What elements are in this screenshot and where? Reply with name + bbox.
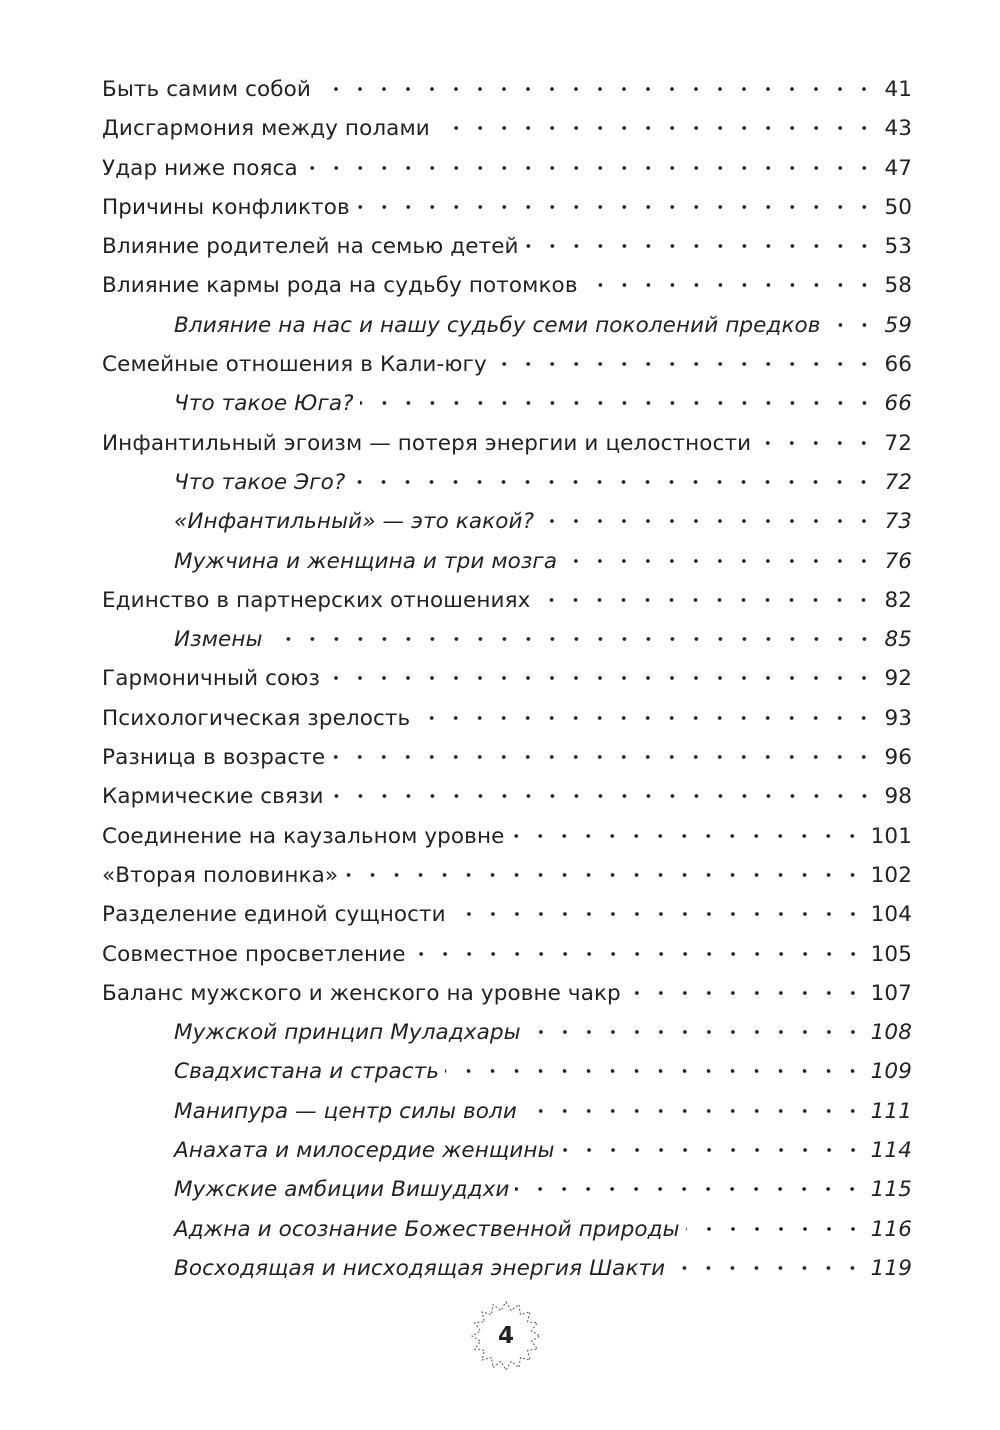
toc-entry — [102, 227, 912, 266]
toc-entry-page: 58 — [884, 273, 912, 299]
toc-entry-title: Удар ниже пояса — [102, 155, 298, 181]
toc-entry-title: «Инфантильный» — это какой? — [174, 509, 535, 535]
toc-entry-title: Мужской принцип Муладхары — [174, 1020, 521, 1046]
toc-entry-page: 115 — [870, 1177, 912, 1203]
toc-entry-page: 107 — [870, 980, 912, 1006]
dot-leader — [416, 701, 876, 725]
dot-leader — [510, 819, 864, 843]
toc-entry-page: 82 — [884, 587, 912, 613]
toc-entry-title: Инфантильный эгоизм — потеря энергии и целостности — [102, 430, 752, 456]
dot-leader — [412, 937, 865, 961]
toc-entry — [102, 345, 912, 384]
toc-entry — [102, 895, 912, 934]
dot-leader — [563, 544, 876, 568]
toc-entry-title: Манипура — центр силы воли — [174, 1098, 517, 1124]
toc-entry-title: Мужчина и женщина и три мозга — [174, 548, 558, 574]
dot-leader — [344, 858, 865, 882]
toc-entry-title: Единство в партнерских отношениях — [102, 587, 531, 613]
toc-entry-page: 76 — [884, 548, 912, 574]
toc-entry-title: Свадхистана и страсть — [174, 1059, 440, 1085]
dot-leader — [757, 426, 876, 450]
toc-subentry — [102, 1210, 912, 1249]
toc-entry-page: 50 — [884, 194, 912, 220]
dot-leader — [540, 505, 876, 529]
table-of-contents — [102, 70, 912, 1288]
toc-entry — [102, 699, 912, 738]
toc-entry — [102, 70, 912, 109]
toc-entry-page: 104 — [870, 902, 912, 928]
toc-subentry — [102, 1249, 912, 1288]
dot-leader — [317, 72, 876, 96]
toc-subentry — [102, 620, 912, 659]
dot-leader — [527, 1015, 865, 1039]
toc-entry-title: Причины конфликтов — [102, 194, 350, 220]
toc-entry-page: 108 — [870, 1020, 912, 1046]
dot-leader — [525, 230, 876, 254]
toc-entry-title: Совместное просветление — [102, 941, 406, 967]
toc-subentry — [102, 1092, 912, 1131]
toc-entry-title: Влияние родителей на семью детей — [102, 234, 519, 260]
toc-entry-title: Аджна и осознание Божественной природы — [174, 1216, 680, 1242]
toc-subentry — [102, 1052, 912, 1091]
dot-leader — [561, 1133, 865, 1157]
toc-subentry — [102, 1131, 912, 1170]
toc-entry-title: «Вторая половинка» — [102, 862, 339, 888]
toc-entry-page: 53 — [884, 234, 912, 260]
dot-leader — [436, 112, 876, 136]
toc-entry-title: Что такое Юга? — [174, 391, 354, 417]
dot-leader — [304, 151, 876, 175]
toc-entry-page: 43 — [884, 116, 912, 142]
dot-leader — [326, 662, 876, 686]
dot-leader — [493, 347, 876, 371]
dot-leader — [351, 465, 876, 489]
toc-entry — [102, 817, 912, 856]
toc-entry-page: 72 — [884, 430, 912, 456]
toc-entry — [102, 856, 912, 895]
toc-entry — [102, 266, 912, 305]
toc-entry-title: Быть самим собой — [102, 77, 311, 102]
toc-entry-page: 66 — [884, 391, 912, 417]
toc-entry-title: Гармоничный союз — [102, 666, 320, 692]
toc-entry-title: Измены — [174, 627, 263, 653]
toc-subentry — [102, 306, 912, 345]
toc-entry-page: 114 — [870, 1138, 912, 1164]
toc-entry-page: 73 — [884, 509, 912, 535]
toc-entry-page: 72 — [884, 469, 912, 495]
toc-entry-title: Мужские амбиции Вишуддхи — [174, 1177, 510, 1203]
page-number-badge — [470, 1300, 542, 1372]
page-number: 4 — [497, 1323, 514, 1349]
toc-entry-page: 66 — [884, 352, 912, 378]
dot-leader — [269, 623, 876, 647]
toc-subentry — [102, 502, 912, 541]
toc-entry-page: 96 — [884, 745, 912, 771]
toc-entry — [102, 738, 912, 777]
toc-entry-page: 41 — [884, 77, 912, 102]
toc-entry-title: Семейные отношения в Кали-югу — [102, 352, 487, 378]
toc-entry-title: Влияние на нас и нашу судьбу семи поколений предков — [174, 312, 821, 338]
toc-subentry — [102, 1170, 912, 1209]
toc-entry-title: Анахата и милосердие женщины — [174, 1138, 555, 1164]
toc-entry — [102, 149, 912, 188]
toc-entry-title: Восходящая и нисходящая энергия Шакти — [174, 1255, 666, 1281]
toc-entry-page: 85 — [884, 627, 912, 653]
toc-entry-page: 92 — [884, 666, 912, 692]
toc-entry-page: 102 — [870, 862, 912, 888]
toc-entry-page: 47 — [884, 155, 912, 181]
toc-entry-title: Баланс мужского и женского на уровне чакр — [102, 980, 621, 1006]
toc-subentry — [102, 1013, 912, 1052]
toc-entry-page: 105 — [870, 941, 912, 967]
dot-leader — [686, 1212, 865, 1236]
toc-entry-page: 101 — [870, 823, 912, 849]
dot-leader — [515, 1173, 864, 1197]
toc-entry — [102, 659, 912, 698]
dot-leader — [356, 190, 876, 214]
toc-entry-page: 116 — [870, 1216, 912, 1242]
dot-leader — [584, 269, 876, 293]
dot-leader — [452, 898, 865, 922]
dot-leader — [331, 740, 876, 764]
toc-entry-page: 119 — [870, 1255, 912, 1281]
toc-entry-page: 109 — [870, 1059, 912, 1085]
dot-leader — [671, 1251, 864, 1275]
toc-entry-page: 111 — [870, 1098, 912, 1124]
toc-entry-title: Разница в возрасте — [102, 745, 326, 771]
toc-subentry — [102, 463, 912, 502]
dot-leader — [536, 583, 876, 607]
toc-entry-page: 93 — [884, 705, 912, 731]
toc-entry — [102, 974, 912, 1013]
toc-entry — [102, 424, 912, 463]
toc-entry — [102, 109, 912, 148]
toc-entry-title: Дисгармония между полами — [102, 116, 430, 142]
toc-entry-title: Психологическая зрелость — [102, 705, 411, 731]
dot-leader — [627, 976, 865, 1000]
toc-entry-title: Соединение на каузальном уровне — [102, 823, 505, 849]
toc-entry-title: Кармические связи — [102, 784, 324, 810]
toc-entry-title: Что такое Эго? — [174, 469, 346, 495]
toc-entry-title: Разделение единой сущности — [102, 902, 446, 928]
toc-subentry — [102, 384, 912, 423]
toc-entry-page: 98 — [884, 784, 912, 810]
toc-entry — [102, 935, 912, 974]
dot-leader — [360, 387, 876, 411]
toc-entry — [102, 188, 912, 227]
dot-leader — [330, 780, 876, 804]
toc-entry-page: 59 — [884, 312, 912, 338]
toc-entry — [102, 581, 912, 620]
dot-leader — [827, 308, 876, 332]
toc-subentry — [102, 542, 912, 581]
dot-leader — [523, 1094, 865, 1118]
toc-entry-title: Влияние кармы рода на судьбу потомков — [102, 273, 578, 299]
dot-leader — [445, 1055, 865, 1079]
toc-entry — [102, 777, 912, 816]
